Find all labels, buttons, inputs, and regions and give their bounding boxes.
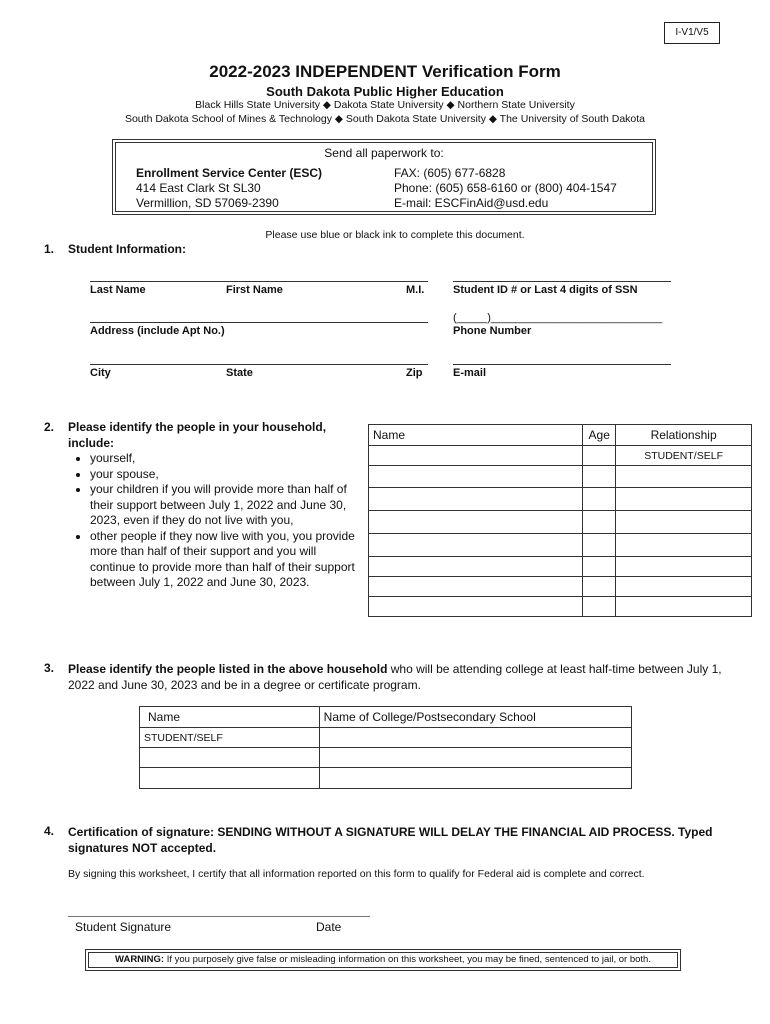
household-relationship-cell[interactable] (616, 466, 752, 488)
college-school-cell[interactable] (319, 748, 631, 768)
esc-address (136, 166, 322, 211)
table-row (369, 466, 752, 488)
household-age-header: Age (583, 425, 616, 446)
certify-statement: By signing this worksheet, I certify that all information reported on this form to qualify for Federal aid is complete and correct. (68, 868, 645, 880)
household-name-cell[interactable] (369, 488, 583, 511)
table-row (140, 768, 632, 789)
section-3-bold: Please identify the people listed in the above household (68, 662, 388, 676)
household-name-cell[interactable] (369, 557, 583, 577)
household-bullet: • your children if you will provide more than half of their support between July 1, 2022 and June 30, 2023, even if they do not live with you, (90, 482, 358, 529)
household-relationship-cell[interactable] (616, 511, 752, 534)
table-row (369, 557, 752, 577)
household-name-cell[interactable] (369, 534, 583, 557)
household-table-header (369, 425, 752, 446)
esc-street: 414 East Clark St SL30 (136, 181, 261, 195)
household-relationship-cell[interactable] (616, 557, 752, 577)
household-name-cell[interactable] (369, 511, 583, 534)
household-table (368, 424, 752, 617)
college-school-cell[interactable] (319, 728, 631, 748)
table-row (369, 534, 752, 557)
universities-line-2: South Dakota School of Mines & Technology ◆ South Dakota State University ◆ The University of South Dakota (124, 113, 646, 125)
esc-name: Enrollment Service Center (ESC) (136, 166, 323, 180)
household-name-cell[interactable] (369, 446, 583, 466)
section-1-title: Student Information: (68, 242, 186, 256)
household-age-cell[interactable] (583, 466, 616, 488)
college-name-header: Name (140, 707, 320, 728)
household-name-header: Name (369, 425, 583, 446)
household-age-cell[interactable] (583, 534, 616, 557)
student-id-line[interactable] (453, 281, 671, 282)
household-intro: Please identify the people in your household, include: (68, 420, 327, 450)
date-label: Date (316, 920, 342, 934)
address-label: Address (include Apt No.) (90, 325, 225, 337)
name-line[interactable] (90, 281, 428, 282)
household-name-cell[interactable] (369, 597, 583, 617)
household-bullet: • yourself, (90, 451, 358, 467)
section-3-rest: who will be attending college at least half-time between July 1, 2022 and June 30, 2023 and be in a degree or certificate program. (68, 662, 722, 692)
table-row (369, 511, 752, 534)
phone-field[interactable]: (_____)____________________________ (453, 312, 663, 324)
form-code: I-V1/V5 (664, 22, 720, 44)
zip-label: Zip (406, 367, 423, 379)
household-instructions (68, 420, 358, 591)
college-table (139, 706, 632, 789)
table-row (140, 748, 632, 768)
state-label: State (226, 367, 253, 379)
warning-text: If you purposely give false or misleading information on this worksheet, you may be fined, sentenced to jail, or both. (164, 954, 651, 965)
esc-phone: Phone: (605) 658-6160 or (800) 404-1547 (394, 181, 617, 195)
household-bullet: • your spouse, (90, 467, 358, 483)
table-row (369, 577, 752, 597)
table-row (140, 728, 632, 748)
email-line[interactable] (453, 364, 671, 365)
section-2-number: 2. (44, 420, 55, 434)
household-age-cell[interactable] (583, 488, 616, 511)
page-subtitle: South Dakota Public Higher Education (266, 84, 504, 99)
household-list (68, 451, 358, 591)
household-age-cell[interactable] (583, 511, 616, 534)
household-relationship-cell[interactable] (616, 534, 752, 557)
first-name-label: First Name (226, 284, 283, 296)
section-1-number: 1. (44, 242, 55, 256)
college-name-cell[interactable] (140, 768, 320, 789)
esc-city: Vermillion, SD 57069-2390 (136, 196, 279, 210)
send-box-header: Send all paperwork to: (324, 146, 444, 160)
city-label: City (90, 367, 111, 379)
warning-box (85, 949, 681, 971)
page-title: 2022-2023 INDEPENDENT Verification Form (209, 62, 561, 81)
send-paperwork-box (112, 139, 656, 215)
college-name-cell: STUDENT/SELF (140, 728, 320, 748)
esc-email: E-mail: ESCFinAid@usd.edu (394, 196, 549, 210)
signature-label: Student Signature (75, 920, 172, 934)
table-row (369, 488, 752, 511)
household-bullet: • other people if they now live with you, you provide more than half of their support and you will continue to provide more than half of their support between July 1, 2022 and June 30, 2023. (90, 529, 358, 591)
section-3-number: 3. (44, 661, 55, 675)
household-age-cell[interactable] (583, 446, 616, 466)
last-name-label: Last Name (90, 284, 146, 296)
phone-label: Phone Number (453, 325, 532, 337)
warning-label: WARNING: (115, 954, 165, 965)
household-relationship-cell[interactable] (616, 488, 752, 511)
household-age-cell[interactable] (583, 557, 616, 577)
student-id-label: Student ID # or Last 4 digits of SSN (453, 284, 638, 296)
household-name-cell[interactable] (369, 466, 583, 488)
email-label: E-mail (453, 367, 487, 379)
section-4-title: Certification of signature: SENDING WITHOUT A SIGNATURE WILL DELAY THE FINANCIAL AID PROCESS. Typed signatures NOT accepted. (68, 825, 713, 855)
college-name-cell[interactable] (140, 748, 320, 768)
table-row (369, 446, 752, 466)
mi-label: M.I. (406, 284, 425, 296)
city-state-zip-line[interactable] (90, 364, 428, 365)
esc-contact (394, 166, 617, 211)
household-relationship-cell[interactable] (616, 577, 752, 597)
ink-note: Please use blue or black ink to complete this document. (265, 229, 525, 241)
universities-line-1: Black Hills State University ◆ Dakota State University ◆ Northern State University (195, 99, 575, 111)
table-row (369, 597, 752, 617)
college-table-header (140, 707, 632, 728)
household-name-cell[interactable] (369, 577, 583, 597)
household-age-cell[interactable] (583, 597, 616, 617)
section-4-number: 4. (44, 824, 55, 838)
signature-line[interactable] (68, 916, 370, 917)
section-3-text (68, 661, 748, 693)
college-school-cell[interactable] (319, 768, 631, 789)
household-relationship-cell[interactable] (616, 597, 752, 617)
address-line[interactable] (90, 322, 428, 323)
college-school-header: Name of College/Postsecondary School (319, 707, 631, 728)
household-relationship-header: Relationship (616, 425, 752, 446)
esc-fax: FAX: (605) 677-6828 (394, 166, 506, 180)
household-age-cell[interactable] (583, 577, 616, 597)
household-relationship-cell: STUDENT/SELF (616, 446, 752, 466)
